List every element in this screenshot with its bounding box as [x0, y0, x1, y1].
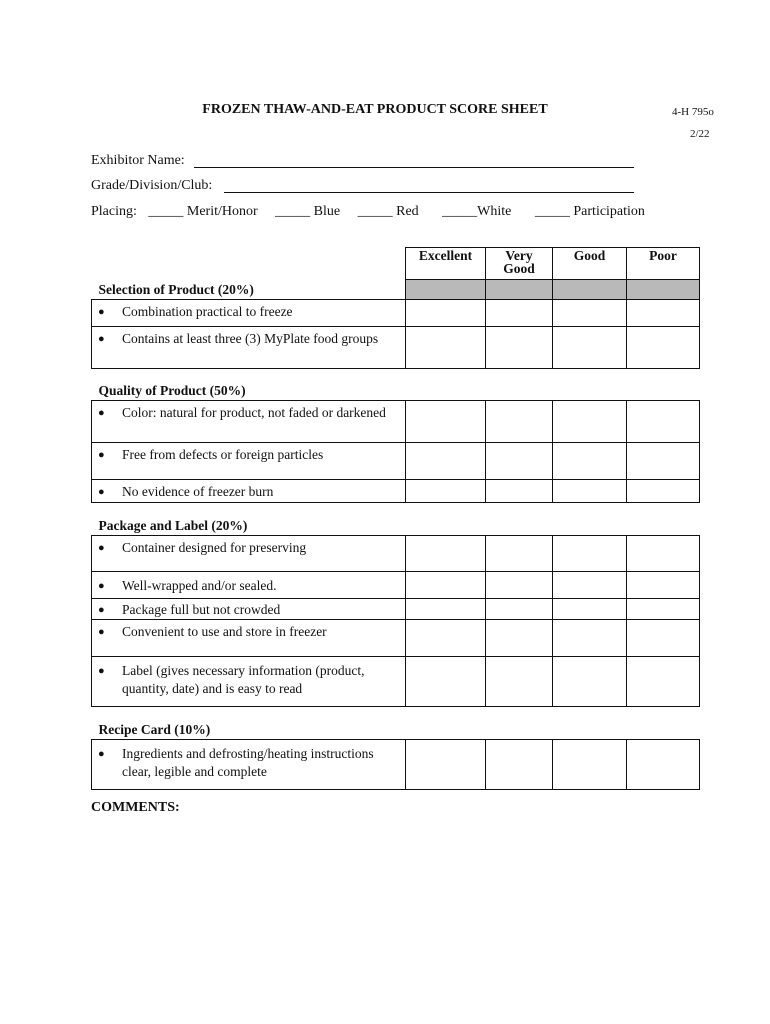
placing-blue[interactable]: _____ Blue	[275, 204, 341, 219]
criteria-cell	[92, 620, 406, 657]
criteria-cell	[92, 327, 406, 369]
form-date: 2/22	[690, 128, 710, 140]
bullet-icon: ●	[98, 580, 105, 592]
criteria-cell	[92, 443, 406, 480]
score-cell-very-good[interactable]	[486, 401, 553, 443]
form-number: 4-H 795o	[672, 106, 714, 118]
score-cell-excellent[interactable]	[406, 599, 486, 620]
bullet-icon: ●	[98, 626, 105, 638]
criteria-text: No evidence of freezer burn	[122, 484, 274, 499]
criteria-cell	[92, 657, 406, 707]
score-table	[91, 247, 700, 790]
criteria-text: Container designed for preserving	[122, 540, 307, 555]
section-title: Recipe Card (10%)	[98, 722, 211, 737]
section-recipe-row	[92, 707, 700, 740]
exhibitor-name-row	[91, 153, 185, 169]
grade-division-club-label: Grade/Division/Club:	[91, 178, 213, 193]
table-row	[92, 536, 700, 572]
score-cell-poor[interactable]	[627, 480, 700, 503]
score-cell-good[interactable]	[553, 443, 627, 480]
score-header-row	[92, 248, 700, 280]
criteria-cell	[92, 572, 406, 599]
score-cell-poor[interactable]	[627, 327, 700, 369]
grade-division-club-row	[91, 178, 212, 194]
table-row	[92, 620, 700, 657]
score-cell-excellent[interactable]	[406, 443, 486, 480]
score-cell-excellent[interactable]	[406, 620, 486, 657]
score-cell-good[interactable]	[553, 657, 627, 707]
bullet-icon: ●	[98, 333, 105, 345]
score-cell-good[interactable]	[553, 740, 627, 790]
score-cell-very-good[interactable]	[486, 657, 553, 707]
score-cell-very-good[interactable]	[486, 620, 553, 657]
score-cell-very-good[interactable]	[486, 536, 553, 572]
score-cell-poor[interactable]	[627, 572, 700, 599]
table-row	[92, 740, 700, 790]
score-cell-poor[interactable]	[627, 443, 700, 480]
section-package-row	[92, 503, 700, 536]
criteria-cell	[92, 300, 406, 327]
bullet-icon: ●	[98, 486, 105, 498]
placing-row	[91, 204, 645, 220]
column-very-good	[486, 248, 553, 280]
placing-red[interactable]: _____ Red	[357, 204, 419, 219]
score-cell-good[interactable]	[553, 620, 627, 657]
placing-white[interactable]: _____White	[442, 204, 512, 219]
criteria-cell	[92, 401, 406, 443]
score-cell-poor[interactable]	[627, 300, 700, 327]
criteria-text: Convenient to use and store in freezer	[122, 624, 327, 639]
criteria-cell	[92, 599, 406, 620]
score-cell-excellent[interactable]	[406, 572, 486, 599]
criteria-cell	[92, 536, 406, 572]
score-cell-good[interactable]	[553, 401, 627, 443]
column-poor: Poor	[627, 248, 700, 280]
score-cell-excellent[interactable]	[406, 480, 486, 503]
criteria-cell	[92, 480, 406, 503]
table-row	[92, 480, 700, 503]
header-blank	[92, 248, 406, 280]
score-cell-poor[interactable]	[627, 620, 700, 657]
table-row	[92, 327, 700, 369]
score-cell-excellent[interactable]	[406, 740, 486, 790]
score-cell-poor[interactable]	[627, 599, 700, 620]
criteria-text: Ingredients and defrosting/heating instructions clear, legible and complete	[122, 746, 374, 779]
score-cell-excellent[interactable]	[406, 327, 486, 369]
page-title: FROZEN THAW-AND-EAT PRODUCT SCORE SHEET	[202, 102, 548, 117]
placing-participation[interactable]: _____ Participation	[534, 204, 645, 219]
score-cell-excellent[interactable]	[406, 300, 486, 327]
bullet-icon: ●	[98, 604, 105, 616]
criteria-text: Package full but not crowded	[122, 602, 281, 617]
criteria-cell	[92, 740, 406, 790]
score-cell-good[interactable]	[553, 300, 627, 327]
gray-cell	[553, 280, 627, 300]
gray-cell	[406, 280, 486, 300]
section-title: Selection of Product (20%)	[98, 282, 254, 297]
criteria-text: Contains at least three (3) MyPlate food groups	[122, 331, 379, 346]
table-row	[92, 401, 700, 443]
placing-merit-honor[interactable]: _____ Merit/Honor	[148, 204, 258, 219]
score-cell-poor[interactable]	[627, 401, 700, 443]
table-row	[92, 572, 700, 599]
exhibitor-name-field[interactable]	[194, 167, 634, 168]
score-cell-good[interactable]	[553, 536, 627, 572]
bullet-icon: ●	[98, 449, 105, 461]
exhibitor-name-label: Exhibitor Name:	[91, 153, 185, 168]
column-good: Good	[553, 248, 627, 280]
score-cell-very-good[interactable]	[486, 480, 553, 503]
criteria-text: Free from defects or foreign particles	[122, 447, 324, 462]
criteria-text: Well-wrapped and/or sealed.	[122, 578, 277, 593]
gray-cell	[486, 280, 553, 300]
bullet-icon: ●	[98, 306, 105, 318]
bullet-icon: ●	[98, 748, 105, 760]
score-cell-very-good[interactable]	[486, 443, 553, 480]
table-row	[92, 443, 700, 480]
score-cell-good[interactable]	[553, 599, 627, 620]
score-cell-excellent[interactable]	[406, 657, 486, 707]
gray-cell	[627, 280, 700, 300]
score-cell-excellent[interactable]	[406, 536, 486, 572]
table-row	[92, 657, 700, 707]
score-cell-very-good[interactable]	[486, 327, 553, 369]
criteria-text: Label (gives necessary information (product, quantity, date) and is easy to read	[122, 663, 365, 696]
score-cell-poor[interactable]	[627, 536, 700, 572]
section-title: Quality of Product (50%)	[98, 383, 246, 398]
column-very-good-label: Very Good	[503, 248, 535, 276]
placing-label: Placing:	[91, 204, 137, 219]
score-cell-very-good[interactable]	[486, 300, 553, 327]
section-selection-row	[92, 280, 700, 300]
score-cell-poor[interactable]	[627, 657, 700, 707]
bullet-icon: ●	[98, 542, 105, 554]
grade-division-club-field[interactable]	[224, 192, 634, 193]
score-cell-good[interactable]	[553, 572, 627, 599]
comments-label: COMMENTS:	[91, 800, 180, 815]
table-row	[92, 300, 700, 327]
criteria-text: Color: natural for product, not faded or darkened	[122, 405, 386, 420]
score-cell-good[interactable]	[553, 480, 627, 503]
score-cell-very-good[interactable]	[486, 572, 553, 599]
score-cell-poor[interactable]	[627, 740, 700, 790]
column-excellent: Excellent	[406, 248, 486, 280]
score-cell-good[interactable]	[553, 327, 627, 369]
score-cell-excellent[interactable]	[406, 401, 486, 443]
table-row	[92, 599, 700, 620]
score-cell-very-good[interactable]	[486, 599, 553, 620]
section-title: Package and Label (20%)	[98, 518, 248, 533]
bullet-icon: ●	[98, 665, 105, 677]
section-quality-row	[92, 369, 700, 401]
criteria-text: Combination practical to freeze	[122, 304, 293, 319]
bullet-icon: ●	[98, 407, 105, 419]
score-cell-very-good[interactable]	[486, 740, 553, 790]
